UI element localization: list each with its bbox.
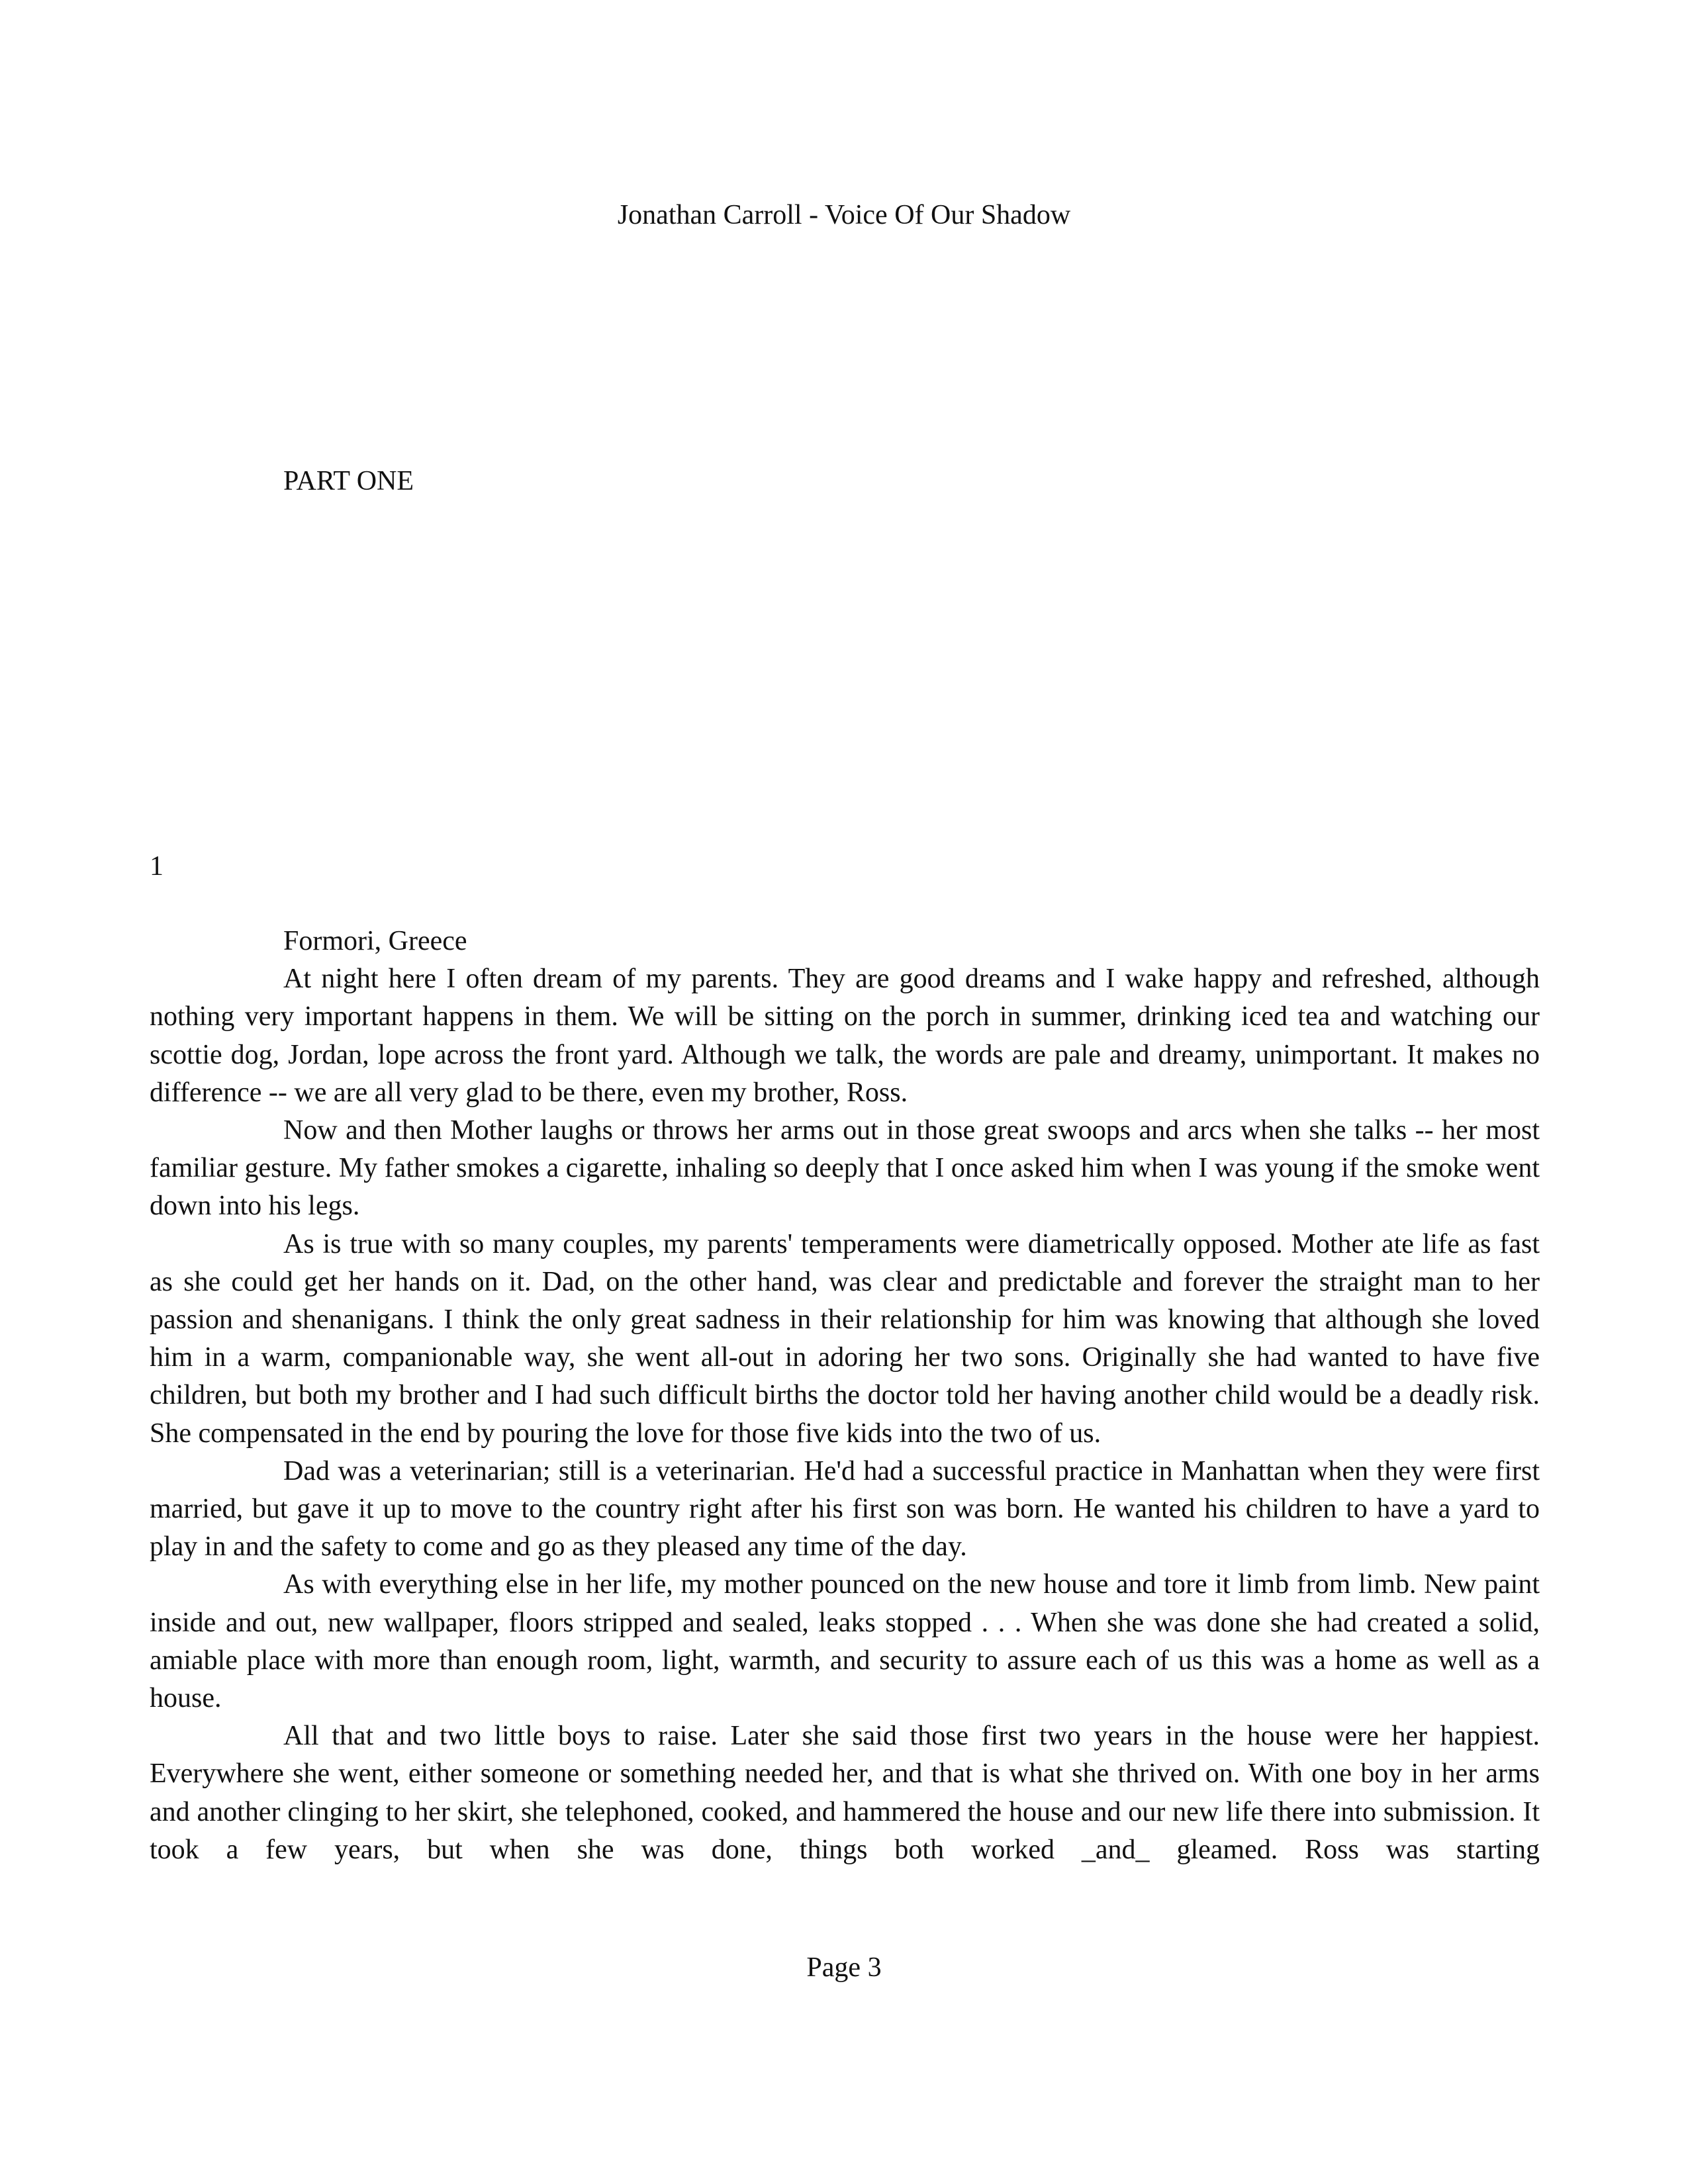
paragraph: As is true with so many couples, my parents' temperaments were diametrically opposed. Mother ate life as fast as she could get her hands on it. Dad, on the other hand, was clear and predictable and forever the straight man to her passion and shenanigans. I think the only great sadness in their relationship for him was knowing that although she loved him in a warm, companionable way, she went all-out in adoring her two sons. Originally she had wanted to have five children, but both my brother and I had such difficult births the doctor told her having another child would be a deadly risk. She compensated in the end by pouring the love for those five kids into the two of us. — [150, 1228, 1540, 1449]
chapter-number: 1 — [150, 851, 164, 882]
paragraph: Now and then Mother laughs or throws her arms out in those great swoops and arcs when she talks -- her most familiar gesture. My father smokes a cigarette, inhaling so deeply that I once asked him when I was young if the smoke went down into his legs. — [150, 1115, 1540, 1222]
paragraph: As with everything else in her life, my mother pounced on the new house and tore it limb from limb. New paint inside and out, new wallpaper, floors stripped and sealed, leaks stopped . . . When she was done she had created a solid, amiable place with more than enough room, light, warmth, and security to assure each of us this was a home as well as a house. — [150, 1569, 1540, 1714]
paragraph: At night here I often dream of my parents. They are good dreams and I wake happy and refreshed, although nothing very important happens in them. We will be sitting on the porch in summer, drinking iced tea and watching our scottie dog, Jordan, lope across the front yard. Although we talk, the words are pale and dreamy, unimportant. It makes no difference -- we are all very glad to be there, even my brother, Ross. — [150, 964, 1540, 1108]
location-line: Formori, Greece — [283, 926, 467, 956]
running-header: Jonathan Carroll - Voice Of Our Shadow — [617, 200, 1071, 230]
paragraph: All that and two little boys to raise. Later she said those first two years in the house were her happiest. Everywhere she went, either someone or something needed her, and that is what she thrived on. With one boy in her arms and another clinging to her skirt, she telephoned, cooked, and hammered the house and our new life there into submission. It took a few years, but when she was done, things both worked _and_ gleamed. Ross was starting — [150, 1721, 1540, 1865]
page-number: Page 3 — [806, 1952, 882, 1983]
paragraph: Dad was a veterinarian; still is a veterinarian. He'd had a successful practice in Manhattan when they were first married, but gave it up to move to the country right after his first son was born. He wanted his children to have a yard to play in and the safety to come and go as they pleased any time of the day. — [150, 1455, 1540, 1563]
body-text — [150, 923, 1540, 1869]
part-title: PART ONE — [283, 466, 414, 496]
